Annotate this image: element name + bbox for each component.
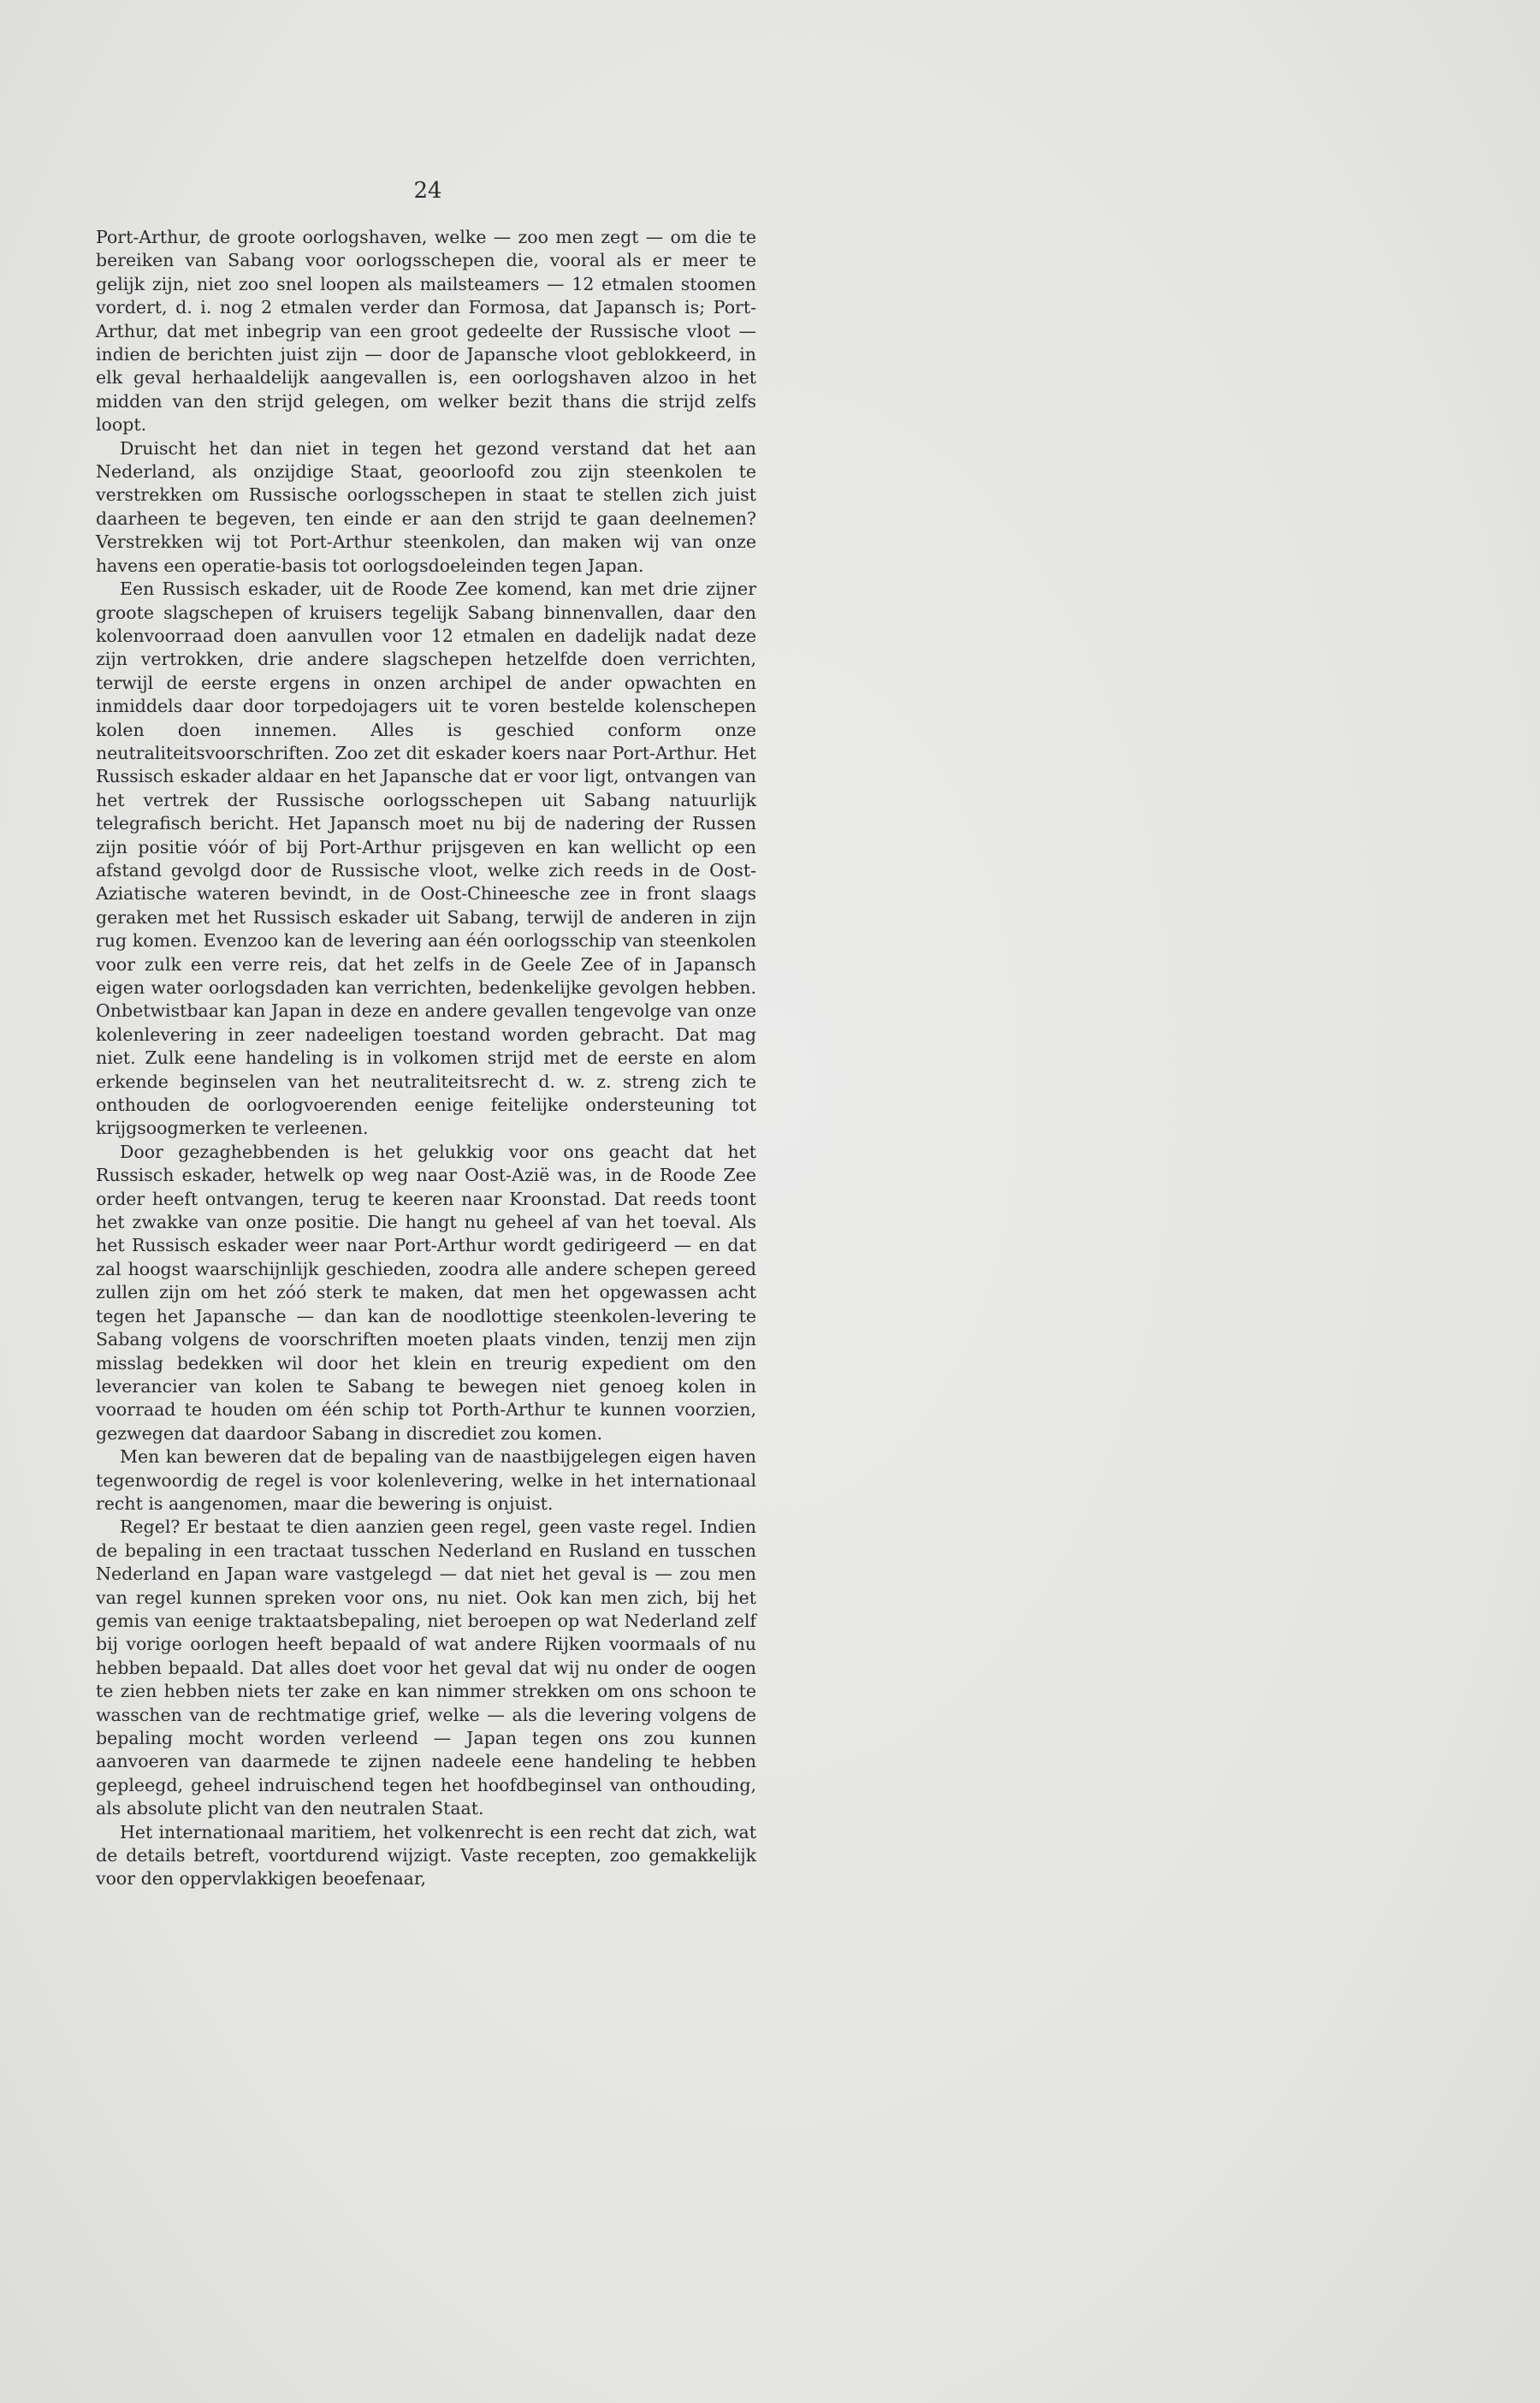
paragraph-2: Druischt het dan niet in tegen het gezond verstand dat het aan Nederland, als onzijdige Staat, geoorloofd zou zijn steenkolen te verstrekken om Russische oorlogsschepen in staat te stellen zich juist daarheen te begeven, ten einde er aan den strijd te gaan deelnemen? Verstrekken wij tot Port-Arthur steenkolen, dan maken wij van onze havens een operatie-basis tot oorlogsdoeleinden tegen Japan. — [96, 437, 756, 576]
paragraph-1: Port-Arthur, de groote oorlogshaven, welke — zoo men zegt — om die te bereiken van Sabang voor oorlogsschepen die, vooral als er meer te gelijk zijn, niet zoo snel loopen als mailsteamers — 12 etmalen stoomen vordert, d. i. nog 2 etmalen verder dan Formosa, dat Japansch is; Port-Arthur, dat met inbegrip van een groot gedeelte der Russische vloot — indien de berichten juist zijn — door de Japansche vloot geblokkeerd, in elk geval herhaaldelijk aangevallen is, een oorlogshaven alzoo in het midden van den strijd gelegen, om welker bezit thans die strijd zelfs loopt. — [96, 227, 756, 436]
paragraph-7: Het internationaal maritiem, het volkenrecht is een recht dat zich, wat de details betreft, voortdurend wijzigt. Vaste recepten, zoo gemakkelijk voor den oppervlakkigen beoefenaar, — [96, 1821, 756, 1890]
page-number: 24 — [413, 178, 442, 204]
paragraph-3: Een Russisch eskader, uit de Roode Zee komend, kan met drie zijner groote slagschepen of kruisers tegelijk Sabang binnenvallen, daar den kolenvoorraad doen aanvullen voor 12 etmalen en dadelijk nadat deze zijn vertrokken, drie andere slagschepen hetzelfde doen verrichten, terwijl de eerste ergens in onzen archipel de ander opwachten en inmiddels daar door torpedojagers uit te voren bestelde kolenschepen kolen doen innemen. Alles is geschied conform onze neutraliteitsvoorschriften. Zoo zet dit eskader koers naar Port-Arthur. Het Russisch eskader aldaar en het Japansche dat er voor ligt, ontvangen van het vertrek der Russische oorlogsschepen uit Sabang natuurlijk telegrafisch bericht. Het Japansch moet nu bij de nadering der Russen zijn positie vóór of bij Port-Arthur prijsgeven en kan wellicht op een afstand gevolgd door de Russische vloot, welke zich reeds in de Oost-Aziatische wateren bevindt, in de Oost-Chineesche zee in front slaags geraken met het Russisch eskader uit Sabang, terwijl de anderen in zijn rug komen. Evenzoo kan de levering aan één oorlogsschip van steenkolen voor zulk een verre reis, dat het zelfs in de Geele Zee of in Japansch eigen water oorlogsdaden kan verrichten, bedenkelijke gevolgen hebben. Onbetwistbaar kan Japan in deze en andere gevallen tengevolge van onze kolenlevering in zeer nadeeligen toestand worden gebracht. Dat mag niet. Zulk eene handeling is in volkomen strijd met de eerste en alom erkende beginselen van het neutraliteitsrecht d. w. z. streng zich te onthouden de oorlogvoerenden eenige feitelijke ondersteuning tot krijgsoogmerken te verleenen. — [96, 578, 756, 1139]
paragraph-5: Men kan beweren dat de bepaling van de naastbijgelegen eigen haven tegenwoordig de regel is voor kolenlevering, welke in het internationaal recht is aangenomen, maar die bewering is onjuist. — [96, 1446, 756, 1514]
body-text — [96, 226, 756, 1891]
paragraph-4: Door gezaghebbenden is het gelukkig voor ons geacht dat het Russisch eskader, hetwelk op weg naar Oost-Azië was, in de Roode Zee order heeft ontvangen, terug te keeren naar Kroonstad. Dat reeds toont het zwakke van onze positie. Die hangt nu geheel af van het toeval. Als het Russisch eskader weer naar Port-Arthur wordt gedirigeerd — en dat zal hoogst waarschijnlijk geschieden, zoodra alle andere schepen gereed zullen zijn om het zóó sterk te maken, dat men het opgewassen acht tegen het Japansche — dan kan de noodlottige steenkolen-levering te Sabang volgens de voorschriften moeten plaats vinden, tenzij men zijn misslag bedekken wil door het klein en treurig expedient om den leverancier van kolen te Sabang te bewegen niet genoeg kolen in voorraad te houden om één schip tot Porth-Arthur te kunnen voorzien, gezwegen dat daardoor Sabang in discrediet zou komen. — [96, 1141, 756, 1444]
paragraph-6: Regel? Er bestaat te dien aanzien geen regel, geen vaste regel. Indien de bepaling in een tractaat tusschen Nederland en Rusland en tusschen Nederland en Japan ware vastgelegd — dat niet het geval is — zou men van regel kunnen spreken voor ons, nu niet. Ook kan men zich, bij het gemis van eenige traktaatsbepaling, niet beroepen op wat Nederland zelf bij vorige oorlogen heeft bepaald of wat andere Rijken voormaals of nu hebben bepaald. Dat alles doet voor het geval dat wij nu onder de oogen te zien hebben niets ter zake en kan nimmer strekken om ons schoon te wasschen van de rechtmatige grief, welke — als die levering volgens de bepaling mocht worden verleend — Japan tegen ons zou kunnen aanvoeren van daarmede te zijnen nadeele eene handeling te hebben gepleegd, geheel indruischend tegen het hoofdbeginsel van onthouding, als absolute plicht van den neutralen Staat. — [96, 1516, 756, 1819]
